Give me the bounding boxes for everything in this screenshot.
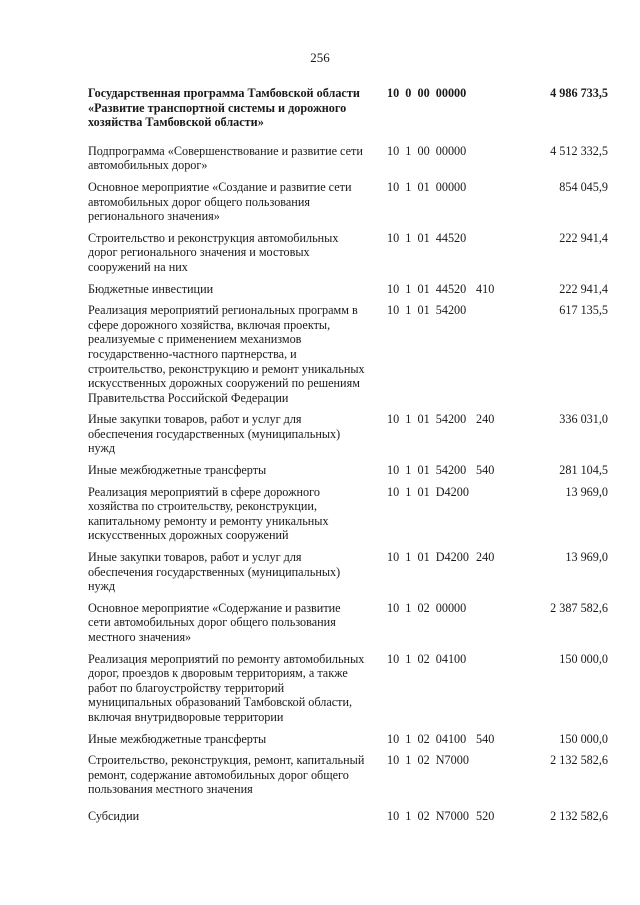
row-target-code: 10 1 02 N7000: [387, 753, 469, 768]
row-target-code: 10 1 02 04100: [387, 651, 467, 666]
table-row: [88, 550, 608, 594]
row-target-code: 10 1 02 00000: [387, 600, 467, 615]
row-target-code: 10 0 00 00000: [387, 86, 467, 100]
row-amount: 4 986 733,5: [550, 86, 608, 100]
row-amount: 150 000,0: [559, 651, 608, 666]
table-row: [88, 485, 608, 543]
row-name: Государственная программа Тамбовской области «Развитие транспортной системы и дорожного хозяйства Тамбовской области»: [88, 86, 360, 130]
row-name: Бюджетные инвестиции: [88, 281, 214, 296]
row-amount: 150 000,0: [559, 731, 608, 746]
row-target-code: 10 1 01 54200: [387, 303, 467, 318]
row-target-code: 10 1 02 N7000: [387, 808, 469, 823]
row-amount: 2 132 582,6: [550, 808, 608, 823]
row-amount: 854 045,9: [559, 179, 608, 194]
row-target-code: 10 1 00 00000: [387, 143, 467, 158]
row-target-code: 10 1 01 44520: [387, 281, 467, 296]
row-expense-type: 540: [476, 731, 495, 746]
table-row: [88, 144, 608, 173]
row-amount: 13 969,0: [565, 484, 608, 499]
row-amount: 617 135,5: [559, 303, 608, 318]
row-amount: 222 941,4: [559, 230, 608, 245]
row-name: Подпрограмма «Совершенствование и развитие сети автомобильных дорог»: [88, 143, 363, 173]
row-amount: 281 104,5: [559, 463, 608, 478]
row-expense-type: 410: [476, 281, 495, 296]
table-row: [88, 463, 608, 478]
budget-table: [88, 86, 608, 824]
table-row: [88, 601, 608, 645]
table-row: [88, 412, 608, 456]
row-expense-type: 240: [476, 412, 495, 427]
row-amount: 336 031,0: [559, 412, 608, 427]
table-row: [88, 86, 608, 130]
row-name: Субсидии: [88, 808, 140, 823]
row-target-code: 10 1 01 D4200: [387, 484, 469, 499]
row-amount: 2 132 582,6: [550, 753, 608, 768]
table-row: [88, 652, 608, 725]
page-number: 256: [310, 50, 330, 65]
row-name: Реализация мероприятий региональных программ в сфере дорожного хозяйства, включая проекты, реализуемые с применением механизмов государственно-частного партнерства, и строительство, реконструкцию и ремонт уникальных искусственных дорожных сооружений по решениям Правительства Российской Федерации: [88, 303, 365, 405]
row-name: Иные межбюджетные трансферты: [88, 463, 267, 478]
row-name: Реализация мероприятий в сфере дорожного хозяйства по строительству, реконструкции, капитальному ремонту и ремонту уникальных искусственных дорожных сооружений: [88, 484, 329, 543]
row-name: Основное мероприятие «Создание и развитие сети автомобильных дорог общего пользования регионального значения»: [88, 179, 352, 224]
row-expense-type: 240: [476, 550, 495, 565]
row-amount: 222 941,4: [559, 281, 608, 296]
row-amount: 2 387 582,6: [550, 600, 608, 615]
row-name: Строительство и реконструкция автомобильных дорог регионального значения и мостовых сооружений на них: [88, 230, 339, 274]
row-expense-type: 520: [476, 808, 495, 823]
row-target-code: 10 1 01 D4200: [387, 550, 469, 565]
row-amount: 4 512 332,5: [550, 143, 608, 158]
row-amount: 13 969,0: [565, 550, 608, 565]
row-target-code: 10 1 02 04100: [387, 731, 467, 746]
row-expense-type: 540: [476, 463, 495, 478]
table-row: [88, 732, 608, 747]
row-name: Основное мероприятие «Содержание и развитие сети автомобильных дорог общего пользования местного значения»: [88, 600, 341, 644]
row-name: Строительство, реконструкция, ремонт, капитальный ремонт, содержание автомобильных дорог общего пользования местного значения: [88, 753, 365, 797]
row-target-code: 10 1 01 54200: [387, 412, 467, 427]
table-row: [88, 753, 608, 797]
table-row: [88, 303, 608, 405]
row-target-code: 10 1 01 54200: [387, 463, 467, 478]
table-row: [88, 231, 608, 275]
table-row: [88, 180, 608, 224]
table-row: [88, 282, 608, 297]
row-target-code: 10 1 01 00000: [387, 179, 467, 194]
row-name: Иные закупки товаров, работ и услуг для обеспечения государственных (муниципальных) нужд: [88, 550, 341, 594]
table-row: [88, 809, 608, 824]
row-target-code: 10 1 01 44520: [387, 230, 467, 245]
row-name: Реализация мероприятий по ремонту автомобильных дорог, проездов к дворовым территориям, а также работ по благоустройству территорий муниципальных образований Тамбовской области, включая внутридворовые территории: [88, 651, 365, 724]
row-name: Иные межбюджетные трансферты: [88, 731, 267, 746]
row-name: Иные закупки товаров, работ и услуг для обеспечения государственных (муниципальных) нужд: [88, 412, 341, 456]
